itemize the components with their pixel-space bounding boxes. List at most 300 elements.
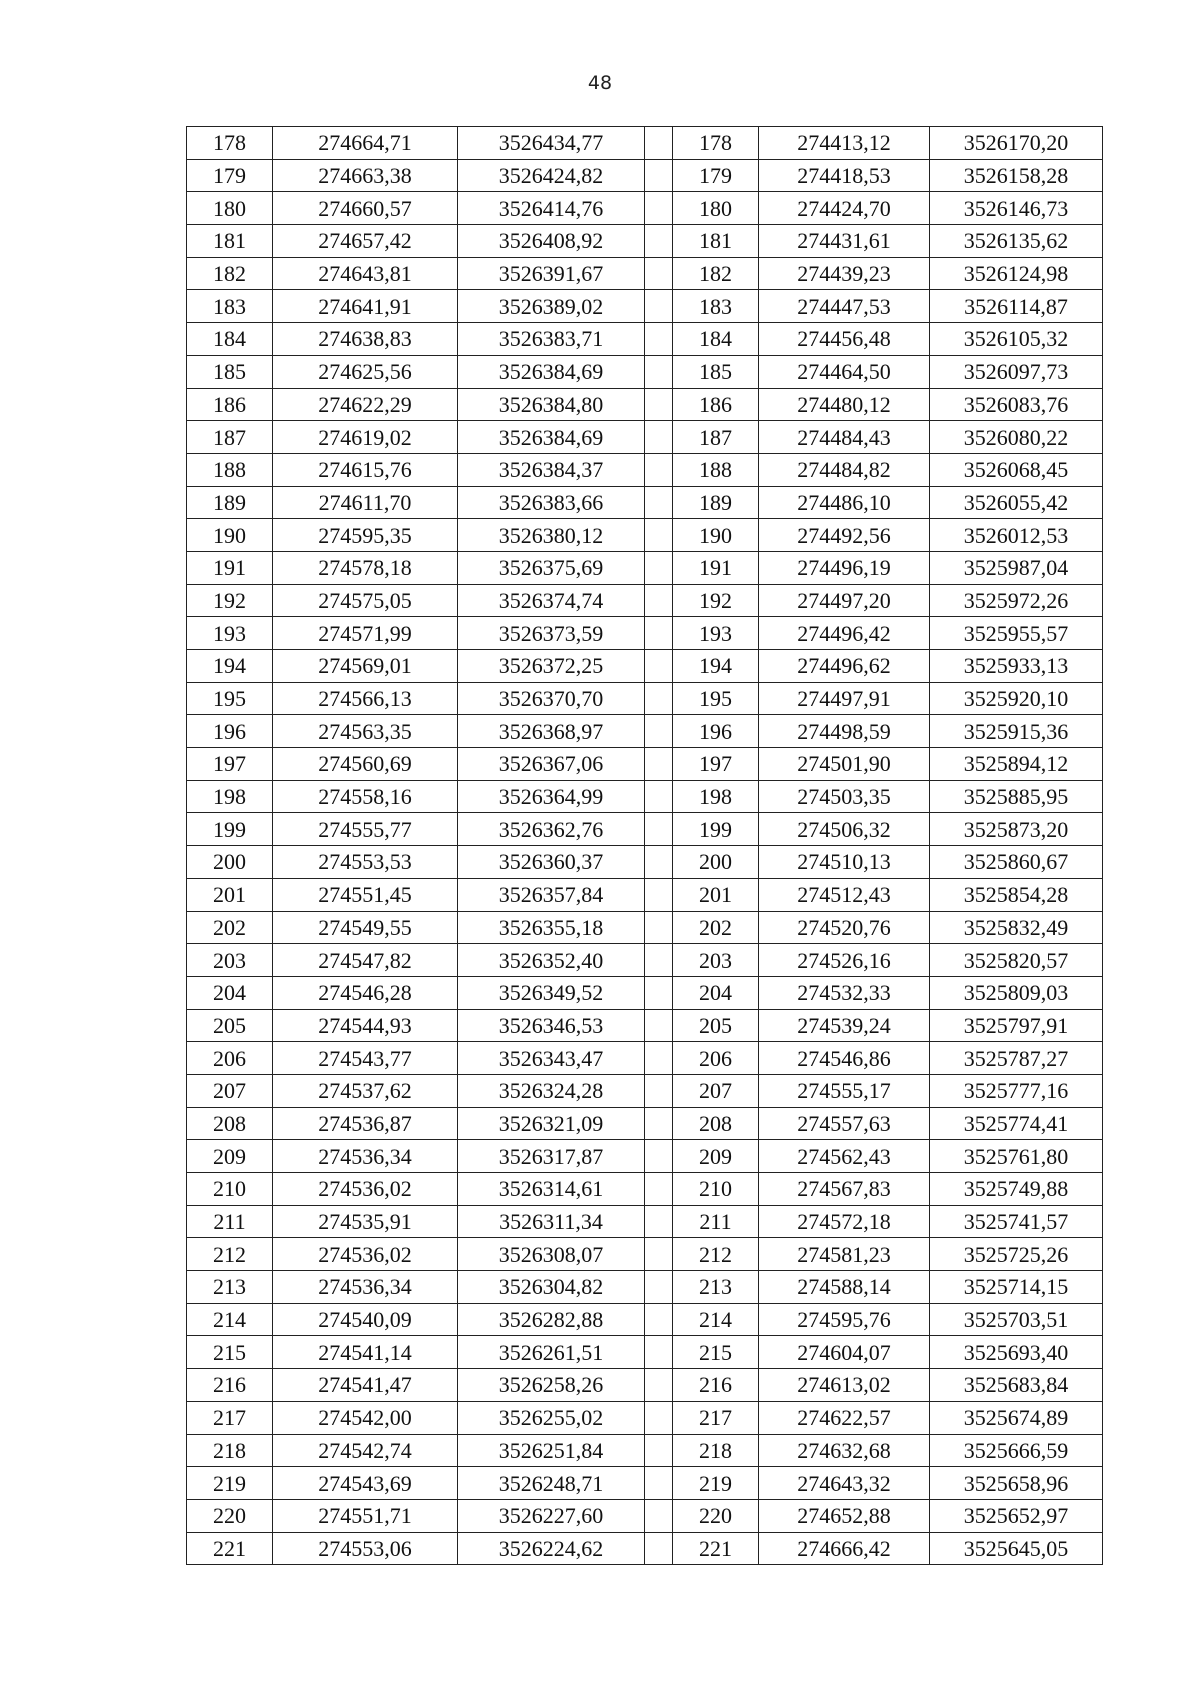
table-row [187,388,1103,421]
right-y-coordinate: 3525666,59 [930,1434,1103,1467]
right-y-coordinate: 3526080,22 [930,421,1103,454]
table-row [187,159,1103,192]
left-y-coordinate: 3526261,51 [458,1336,645,1369]
right-y-coordinate: 3525761,80 [930,1140,1103,1173]
separator-cell [645,780,673,813]
left-y-coordinate: 3526368,97 [458,715,645,748]
right-x-coordinate: 274484,43 [759,421,930,454]
left-point-number: 209 [187,1140,273,1173]
left-y-coordinate: 3526384,69 [458,421,645,454]
right-x-coordinate: 274464,50 [759,355,930,388]
table-row [187,584,1103,617]
right-x-coordinate: 274413,12 [759,127,930,160]
right-x-coordinate: 274498,59 [759,715,930,748]
separator-cell [645,421,673,454]
left-x-coordinate: 274536,34 [273,1271,458,1304]
left-point-number: 199 [187,813,273,846]
left-y-coordinate: 3526227,60 [458,1499,645,1532]
table-row [187,323,1103,356]
right-y-coordinate: 3525741,57 [930,1205,1103,1238]
left-y-coordinate: 3526258,26 [458,1369,645,1402]
right-point-number: 211 [673,1205,759,1238]
table-row [187,650,1103,683]
right-y-coordinate: 3525725,26 [930,1238,1103,1271]
right-x-coordinate: 274424,70 [759,192,930,225]
separator-cell [645,486,673,519]
left-point-number: 191 [187,551,273,584]
right-x-coordinate: 274532,33 [759,976,930,1009]
separator-cell [645,1042,673,1075]
left-point-number: 214 [187,1303,273,1336]
left-point-number: 215 [187,1336,273,1369]
left-point-number: 193 [187,617,273,650]
left-point-number: 181 [187,225,273,258]
left-x-coordinate: 274657,42 [273,225,458,258]
table-row [187,617,1103,650]
left-y-coordinate: 3526424,82 [458,159,645,192]
separator-cell [645,1499,673,1532]
right-point-number: 213 [673,1271,759,1304]
table-row [187,682,1103,715]
right-y-coordinate: 3525774,41 [930,1107,1103,1140]
left-x-coordinate: 274543,77 [273,1042,458,1075]
left-x-coordinate: 274544,93 [273,1009,458,1042]
right-point-number: 185 [673,355,759,388]
right-x-coordinate: 274562,43 [759,1140,930,1173]
right-x-coordinate: 274539,24 [759,1009,930,1042]
right-y-coordinate: 3525987,04 [930,551,1103,584]
separator-cell [645,1009,673,1042]
right-y-coordinate: 3525703,51 [930,1303,1103,1336]
left-x-coordinate: 274643,81 [273,257,458,290]
right-y-coordinate: 3525820,57 [930,944,1103,977]
right-point-number: 201 [673,878,759,911]
right-point-number: 193 [673,617,759,650]
right-point-number: 190 [673,519,759,552]
right-point-number: 202 [673,911,759,944]
right-y-coordinate: 3525933,13 [930,650,1103,683]
table-row [187,127,1103,160]
right-y-coordinate: 3526146,73 [930,192,1103,225]
right-point-number: 219 [673,1467,759,1500]
right-x-coordinate: 274456,48 [759,323,930,356]
right-x-coordinate: 274510,13 [759,846,930,879]
left-point-number: 198 [187,780,273,813]
left-y-coordinate: 3526372,25 [458,650,645,683]
page-number: 48 [587,72,613,94]
right-y-coordinate: 3525873,20 [930,813,1103,846]
right-x-coordinate: 274604,07 [759,1336,930,1369]
separator-cell [645,1467,673,1500]
left-point-number: 221 [187,1532,273,1565]
right-point-number: 179 [673,159,759,192]
right-y-coordinate: 3526097,73 [930,355,1103,388]
right-point-number: 191 [673,551,759,584]
separator-cell [645,1303,673,1336]
left-y-coordinate: 3526343,47 [458,1042,645,1075]
table-row [187,1238,1103,1271]
table-row [187,355,1103,388]
left-x-coordinate: 274641,91 [273,290,458,323]
right-point-number: 181 [673,225,759,258]
separator-cell [645,748,673,781]
separator-cell [645,159,673,192]
left-x-coordinate: 274536,02 [273,1238,458,1271]
table-row [187,551,1103,584]
left-y-coordinate: 3526414,76 [458,192,645,225]
table-row [187,1303,1103,1336]
left-point-number: 201 [187,878,273,911]
left-x-coordinate: 274558,16 [273,780,458,813]
right-point-number: 196 [673,715,759,748]
left-x-coordinate: 274622,29 [273,388,458,421]
left-y-coordinate: 3526282,88 [458,1303,645,1336]
left-y-coordinate: 3526383,66 [458,486,645,519]
right-point-number: 205 [673,1009,759,1042]
left-point-number: 208 [187,1107,273,1140]
table-row [187,290,1103,323]
right-x-coordinate: 274484,82 [759,453,930,486]
right-point-number: 194 [673,650,759,683]
left-x-coordinate: 274549,55 [273,911,458,944]
separator-cell [645,1238,673,1271]
left-y-coordinate: 3526384,69 [458,355,645,388]
separator-cell [645,225,673,258]
right-x-coordinate: 274567,83 [759,1173,930,1206]
left-point-number: 179 [187,159,273,192]
left-x-coordinate: 274615,76 [273,453,458,486]
left-x-coordinate: 274551,71 [273,1499,458,1532]
separator-cell [645,813,673,846]
table-row [187,1074,1103,1107]
table-row [187,1042,1103,1075]
table-row [187,813,1103,846]
left-point-number: 216 [187,1369,273,1402]
left-point-number: 182 [187,257,273,290]
right-x-coordinate: 274595,76 [759,1303,930,1336]
right-y-coordinate: 3525955,57 [930,617,1103,650]
table-row [187,421,1103,454]
right-y-coordinate: 3526135,62 [930,225,1103,258]
separator-cell [645,584,673,617]
right-y-coordinate: 3526055,42 [930,486,1103,519]
right-point-number: 207 [673,1074,759,1107]
right-point-number: 218 [673,1434,759,1467]
table-row [187,1107,1103,1140]
left-y-coordinate: 3526384,37 [458,453,645,486]
right-point-number: 200 [673,846,759,879]
left-y-coordinate: 3526367,06 [458,748,645,781]
left-x-coordinate: 274663,38 [273,159,458,192]
right-y-coordinate: 3525832,49 [930,911,1103,944]
table-row [187,878,1103,911]
left-y-coordinate: 3526391,67 [458,257,645,290]
right-x-coordinate: 274497,91 [759,682,930,715]
right-point-number: 180 [673,192,759,225]
right-y-coordinate: 3525645,05 [930,1532,1103,1565]
right-x-coordinate: 274632,68 [759,1434,930,1467]
table-row [187,911,1103,944]
right-y-coordinate: 3525683,84 [930,1369,1103,1402]
separator-cell [645,192,673,225]
separator-cell [645,846,673,879]
left-point-number: 196 [187,715,273,748]
right-x-coordinate: 274447,53 [759,290,930,323]
coordinates-table-body [187,127,1103,1565]
left-y-coordinate: 3526408,92 [458,225,645,258]
right-point-number: 186 [673,388,759,421]
table-row [187,1336,1103,1369]
table-row [187,1434,1103,1467]
left-y-coordinate: 3526304,82 [458,1271,645,1304]
left-x-coordinate: 274611,70 [273,486,458,519]
table-row [187,715,1103,748]
left-x-coordinate: 274542,74 [273,1434,458,1467]
table-row [187,1369,1103,1402]
right-point-number: 210 [673,1173,759,1206]
left-point-number: 187 [187,421,273,454]
left-x-coordinate: 274535,91 [273,1205,458,1238]
left-x-coordinate: 274541,14 [273,1336,458,1369]
right-point-number: 184 [673,323,759,356]
right-x-coordinate: 274501,90 [759,748,930,781]
left-point-number: 211 [187,1205,273,1238]
left-point-number: 202 [187,911,273,944]
separator-cell [645,1074,673,1107]
table-row [187,1532,1103,1565]
table-row [187,748,1103,781]
left-x-coordinate: 274638,83 [273,323,458,356]
left-x-coordinate: 274553,06 [273,1532,458,1565]
left-point-number: 219 [187,1467,273,1500]
left-x-coordinate: 274664,71 [273,127,458,160]
separator-cell [645,911,673,944]
left-x-coordinate: 274566,13 [273,682,458,715]
separator-cell [645,682,673,715]
left-point-number: 203 [187,944,273,977]
separator-cell [645,551,673,584]
left-x-coordinate: 274560,69 [273,748,458,781]
left-y-coordinate: 3526384,80 [458,388,645,421]
right-x-coordinate: 274557,63 [759,1107,930,1140]
right-x-coordinate: 274506,32 [759,813,930,846]
right-x-coordinate: 274496,42 [759,617,930,650]
left-y-coordinate: 3526349,52 [458,976,645,1009]
right-y-coordinate: 3526105,32 [930,323,1103,356]
separator-cell [645,453,673,486]
right-point-number: 198 [673,780,759,813]
separator-cell [645,1434,673,1467]
left-y-coordinate: 3526251,84 [458,1434,645,1467]
left-point-number: 188 [187,453,273,486]
table-row [187,780,1103,813]
left-y-coordinate: 3526324,28 [458,1074,645,1107]
right-x-coordinate: 274439,23 [759,257,930,290]
right-x-coordinate: 274643,32 [759,1467,930,1500]
separator-cell [645,127,673,160]
left-x-coordinate: 274575,05 [273,584,458,617]
table-row [187,1499,1103,1532]
right-x-coordinate: 274526,16 [759,944,930,977]
table-row [187,486,1103,519]
left-point-number: 180 [187,192,273,225]
right-y-coordinate: 3526124,98 [930,257,1103,290]
left-point-number: 218 [187,1434,273,1467]
left-x-coordinate: 274569,01 [273,650,458,683]
left-x-coordinate: 274555,77 [273,813,458,846]
separator-cell [645,1271,673,1304]
left-point-number: 192 [187,584,273,617]
left-x-coordinate: 274553,53 [273,846,458,879]
left-y-coordinate: 3526380,12 [458,519,645,552]
separator-cell [645,617,673,650]
left-y-coordinate: 3526364,99 [458,780,645,813]
left-point-number: 217 [187,1401,273,1434]
right-x-coordinate: 274431,61 [759,225,930,258]
table-row [187,846,1103,879]
right-y-coordinate: 3525797,91 [930,1009,1103,1042]
right-x-coordinate: 274622,57 [759,1401,930,1434]
right-x-coordinate: 274546,86 [759,1042,930,1075]
left-point-number: 178 [187,127,273,160]
right-point-number: 208 [673,1107,759,1140]
table-row [187,519,1103,552]
left-point-number: 206 [187,1042,273,1075]
left-y-coordinate: 3526352,40 [458,944,645,977]
left-x-coordinate: 274660,57 [273,192,458,225]
left-x-coordinate: 274551,45 [273,878,458,911]
left-x-coordinate: 274625,56 [273,355,458,388]
left-y-coordinate: 3526389,02 [458,290,645,323]
left-y-coordinate: 3526314,61 [458,1173,645,1206]
right-point-number: 178 [673,127,759,160]
right-y-coordinate: 3525809,03 [930,976,1103,1009]
right-y-coordinate: 3525652,97 [930,1499,1103,1532]
right-point-number: 203 [673,944,759,977]
right-point-number: 216 [673,1369,759,1402]
left-y-coordinate: 3526434,77 [458,127,645,160]
right-y-coordinate: 3525674,89 [930,1401,1103,1434]
right-x-coordinate: 274497,20 [759,584,930,617]
separator-cell [645,1173,673,1206]
separator-cell [645,1336,673,1369]
left-point-number: 185 [187,355,273,388]
separator-cell [645,976,673,1009]
right-point-number: 182 [673,257,759,290]
left-point-number: 184 [187,323,273,356]
left-point-number: 197 [187,748,273,781]
table-row [187,1173,1103,1206]
separator-cell [645,323,673,356]
left-y-coordinate: 3526321,09 [458,1107,645,1140]
left-point-number: 190 [187,519,273,552]
left-y-coordinate: 3526346,53 [458,1009,645,1042]
separator-cell [645,1401,673,1434]
left-x-coordinate: 274546,28 [273,976,458,1009]
left-x-coordinate: 274571,99 [273,617,458,650]
right-point-number: 217 [673,1401,759,1434]
right-y-coordinate: 3525894,12 [930,748,1103,781]
left-point-number: 213 [187,1271,273,1304]
left-point-number: 186 [187,388,273,421]
right-point-number: 212 [673,1238,759,1271]
right-point-number: 221 [673,1532,759,1565]
table-row [187,1401,1103,1434]
left-x-coordinate: 274536,02 [273,1173,458,1206]
right-y-coordinate: 3525854,28 [930,878,1103,911]
left-point-number: 189 [187,486,273,519]
left-y-coordinate: 3526224,62 [458,1532,645,1565]
right-x-coordinate: 274418,53 [759,159,930,192]
right-y-coordinate: 3525693,40 [930,1336,1103,1369]
separator-cell [645,519,673,552]
right-point-number: 187 [673,421,759,454]
right-y-coordinate: 3526012,53 [930,519,1103,552]
table-row [187,944,1103,977]
right-point-number: 188 [673,453,759,486]
left-point-number: 207 [187,1074,273,1107]
left-x-coordinate: 274563,35 [273,715,458,748]
right-y-coordinate: 3525915,36 [930,715,1103,748]
table-row [187,1271,1103,1304]
right-point-number: 183 [673,290,759,323]
left-x-coordinate: 274595,35 [273,519,458,552]
separator-cell [645,355,673,388]
right-point-number: 199 [673,813,759,846]
left-y-coordinate: 3526317,87 [458,1140,645,1173]
left-y-coordinate: 3526383,71 [458,323,645,356]
table-row [187,257,1103,290]
right-point-number: 189 [673,486,759,519]
left-y-coordinate: 3526255,02 [458,1401,645,1434]
right-x-coordinate: 274520,76 [759,911,930,944]
table-row [187,453,1103,486]
right-x-coordinate: 274581,23 [759,1238,930,1271]
left-point-number: 212 [187,1238,273,1271]
separator-cell [645,715,673,748]
right-x-coordinate: 274486,10 [759,486,930,519]
separator-cell [645,290,673,323]
right-x-coordinate: 274503,35 [759,780,930,813]
right-x-coordinate: 274572,18 [759,1205,930,1238]
separator-cell [645,1107,673,1140]
separator-cell [645,1205,673,1238]
left-point-number: 194 [187,650,273,683]
table-row [187,225,1103,258]
right-point-number: 195 [673,682,759,715]
right-y-coordinate: 3525885,95 [930,780,1103,813]
table-row [187,192,1103,225]
table-row [187,1205,1103,1238]
left-point-number: 183 [187,290,273,323]
right-y-coordinate: 3525920,10 [930,682,1103,715]
right-point-number: 197 [673,748,759,781]
table-row [187,1009,1103,1042]
separator-cell [645,1140,673,1173]
left-y-coordinate: 3526375,69 [458,551,645,584]
left-y-coordinate: 3526311,34 [458,1205,645,1238]
right-point-number: 209 [673,1140,759,1173]
right-point-number: 204 [673,976,759,1009]
left-x-coordinate: 274543,69 [273,1467,458,1500]
table-row [187,976,1103,1009]
right-y-coordinate: 3525749,88 [930,1173,1103,1206]
right-x-coordinate: 274496,19 [759,551,930,584]
left-point-number: 220 [187,1499,273,1532]
right-point-number: 215 [673,1336,759,1369]
right-point-number: 192 [673,584,759,617]
left-y-coordinate: 3526248,71 [458,1467,645,1500]
